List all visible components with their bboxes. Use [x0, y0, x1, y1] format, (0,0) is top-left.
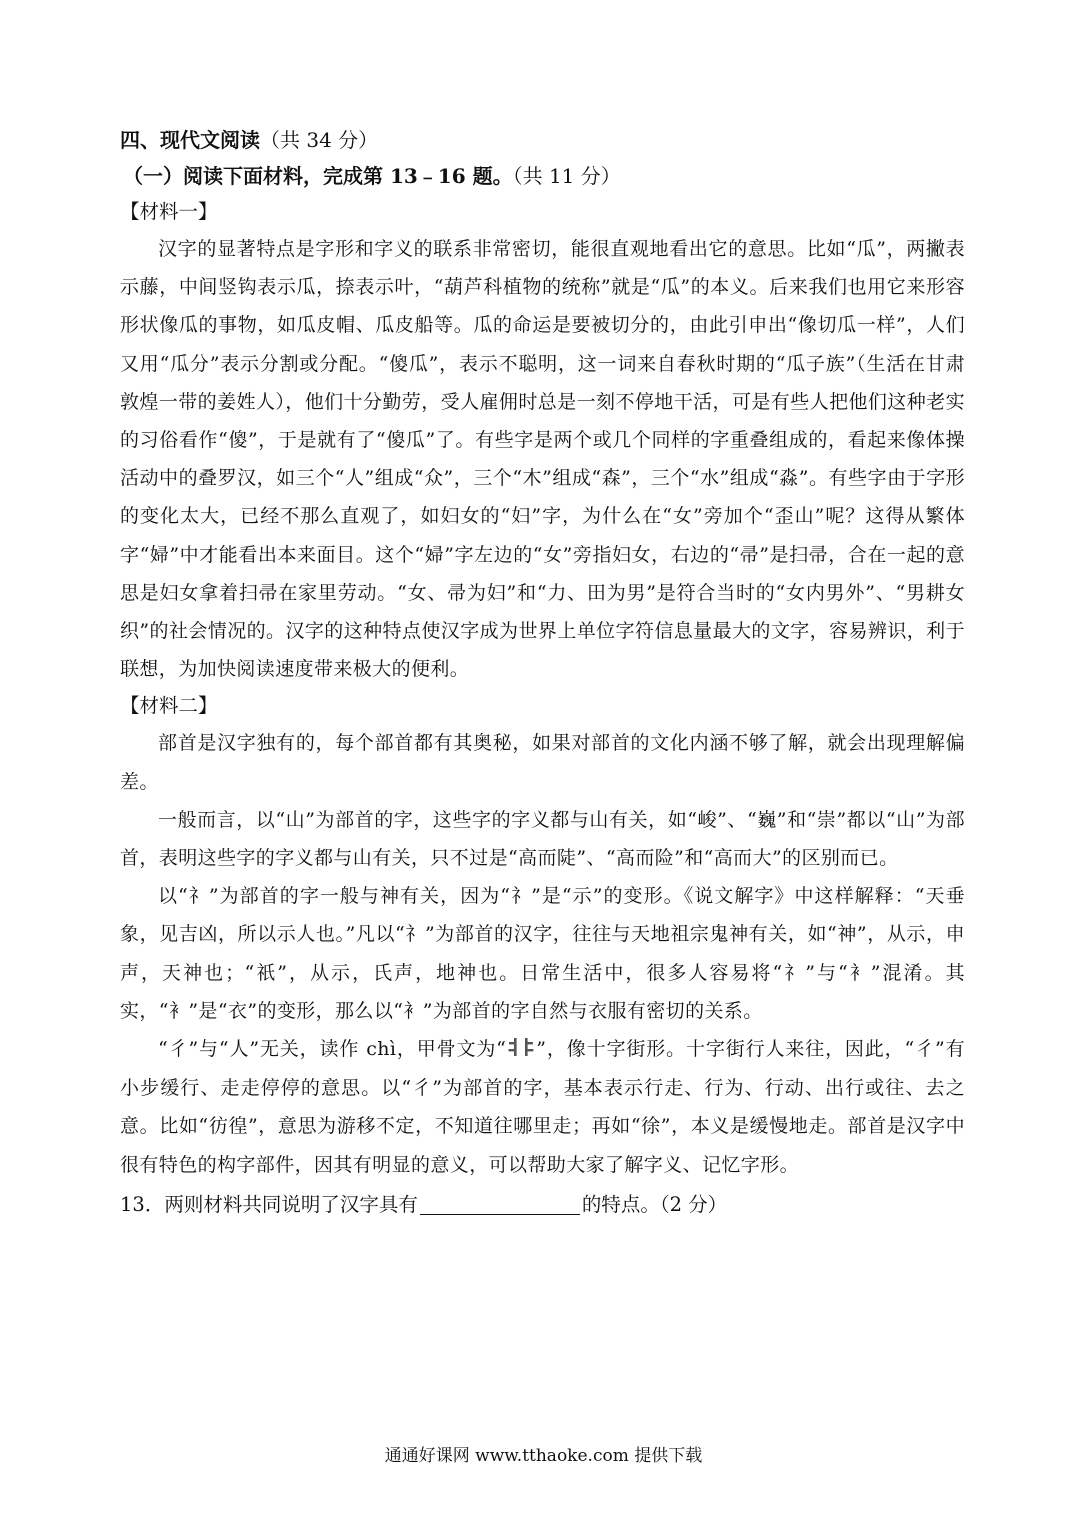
question-13-text-start: 13．两则材料共同说明了汉字具有	[120, 1193, 418, 1217]
footer-credit: 通通好课网 www.tthaoke.com 提供下载	[384, 1446, 703, 1466]
material2-paragraph-1: 部首是汉字独有的，每个部首都有其奥秘，如果对部首的文化内涵不够了解，就会出现理解偏差。	[120, 732, 965, 793]
answer-blank[interactable]	[420, 1192, 580, 1215]
question-13	[120, 1186, 965, 1224]
subsection-heading	[123, 158, 965, 194]
subsection-score: （共 11 分）	[512, 164, 621, 188]
paragraph-4-text-start: “彳”与“人”无关，读作 chì，甲骨文为“	[158, 1038, 507, 1061]
material1-paragraph: 汉字的显著特点是字形和字义的联系非常密切，能很直观地看出它的意思。比如“瓜”，两撇表示藤，中间竖钩表示瓜，捺表示叶，“葫芦科植物的统称”就是“瓜”的本义。后来我们也用它来形容形状像瓜的事物，如瓜皮帽、瓜皮船等。瓜的命运是要被切分的，由此引申出“像切瓜一样”，人们又用“瓜分”表示分割或分配。“傻瓜”，表示不聪明，这一词来自春秋时期的“瓜子族”（生活在甘肃敦煌一带的姜姓人），他们十分勤劳，受人雇佣时总是一刻不停地干活，可是有些人把他们这种老实的习俗看作“傻”，于是就有了“傻瓜”了。有些字是两个或几个同样的字重叠组成的，看起来像体操活动中的叠罗汉，如三个“人”组成“众”，三个“木”组成“森”，三个“水”组成“淼”。有些字由于字形的变化太大，已经不那么直观了，如妇女的“妇”字，为什么在“女”旁加个“歪山”呢？这得从繁体字“婦”中才能看出本来面目。这个“婦”字左边的“女”旁指妇女，右边的“帚”是扫帚，合在一起的意思是妇女拿着扫帚在家里劳动。“女、帚为妇”和“力、田为男”是符合当时的“女内男外”、“男耕女织”的社会情况的。汉字的这种特点使汉字成为世界上单位字符信息量最大的文字，容易辨识，利于联想，为加快阅读速度带来极大的便利。	[120, 238, 965, 681]
section-score: （共 34 分）	[260, 128, 379, 152]
question-13-text-end: 的特点。（2 分）	[581, 1193, 728, 1217]
section-heading	[120, 122, 965, 158]
material1-heading: 【材料一】	[120, 200, 218, 223]
section-title: 四、现代文阅读	[120, 128, 260, 152]
paragraph-4-text-end: ”，像十字街形。十字街行人来往，因此，“彳”有小步缓行、走走停停的意思。以“彳”为部首的字，基本表示行走、行为、行动、出行或往、去之意。比如“彷徨”，意思为游移不定，不知道往哪里走；再如“徐”，本义是缓慢地走。部首是汉字中很有特色的构字部件，因其有明显的意义，可以帮助大家了解字义、记忆字形。	[120, 1038, 965, 1176]
subsection-title: （一）阅读下面材料，完成第 13﹣16 题。	[123, 164, 513, 188]
material2-heading: 【材料二】	[120, 694, 218, 718]
material2-paragraph-2: 一般而言，以“山”为部首的字，这些字的字义都与山有关，如“峻”、“巍”和“崇”都以“山”为部首，表明这些字的字义都与山有关，只不过是“高而陡”、“高而险”和“高而大”的区别而已。	[120, 808, 965, 870]
material2-paragraph-4	[120, 1030, 965, 1184]
material2-paragraph-3: 以“礻”为部首的字一般与神有关，因为“礻”是“示”的变形。《说文解字》中这样解释：“天垂象，见吉凶，所以示人也。”凡以“礻”为部首的汉字，往往与天地祖宗鬼神有关，如“神”，从示，申声，天神也；“祇”，从示，氏声，地神也。日常生活中，很多人容易将“礻”与“衤”混淆。其实，“衤”是“衣”的变形，那么以“衤”为部首的字自然与衣服有密切的关系。	[120, 885, 965, 1022]
oracle-bone-glyph-icon	[508, 1037, 534, 1057]
exam-page	[120, 122, 965, 1224]
